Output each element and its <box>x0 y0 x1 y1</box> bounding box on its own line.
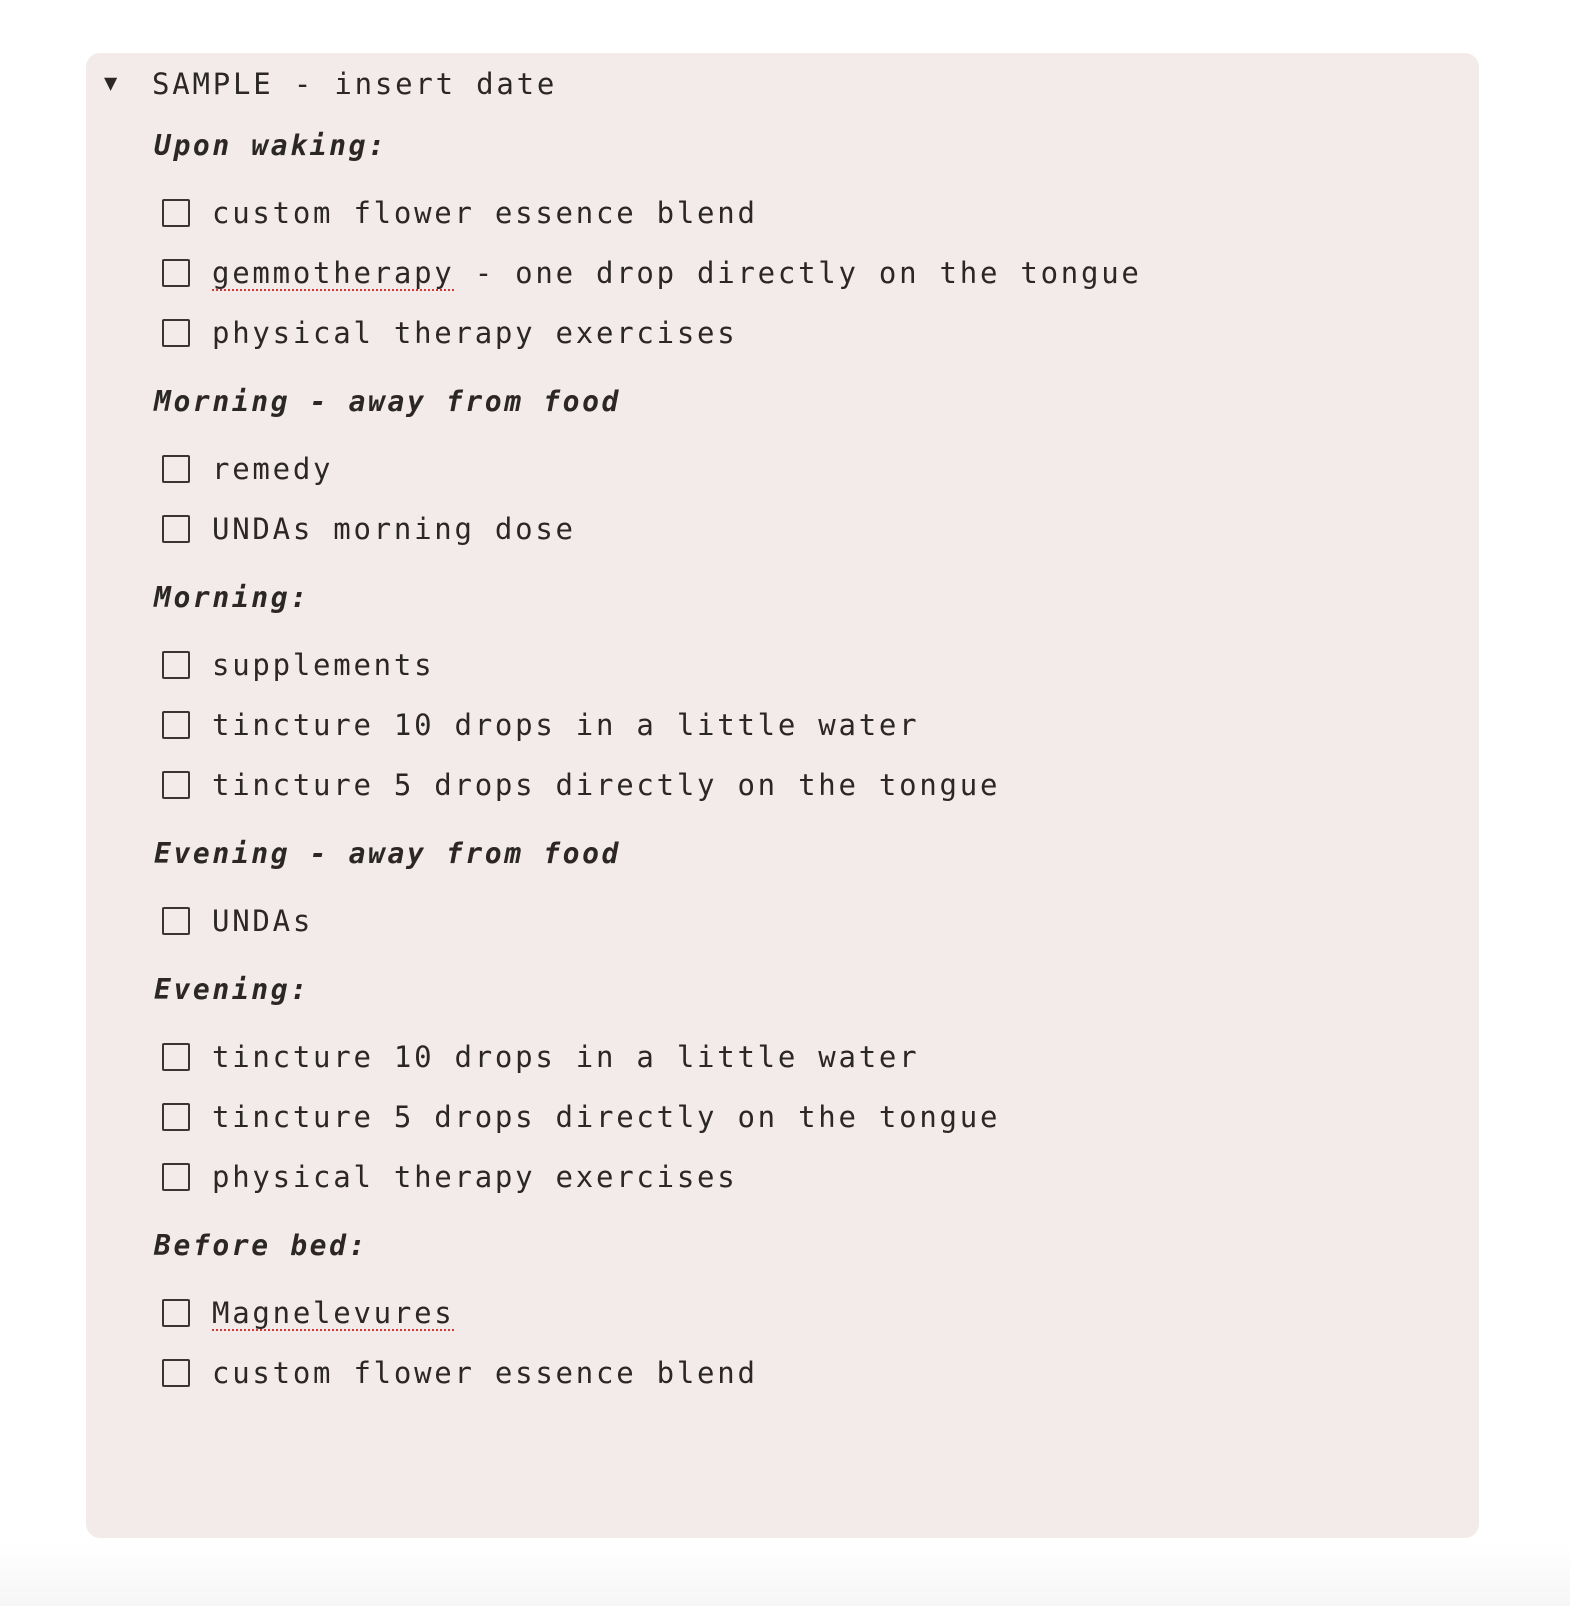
spellcheck-flagged-word: gemmotherapy <box>212 256 455 290</box>
todo-text[interactable]: custom flower essence blend <box>212 196 758 230</box>
todo-item <box>154 1343 1444 1403</box>
todo-text[interactable] <box>212 1290 455 1336</box>
todo-item <box>154 303 1444 363</box>
todo-item <box>154 439 1444 499</box>
todo-text[interactable]: remedy <box>212 452 334 486</box>
toggle-arrow-icon[interactable]: ▼ <box>104 71 118 96</box>
checkbox[interactable] <box>162 651 190 679</box>
toggle-header[interactable] <box>104 61 557 107</box>
todo-text[interactable]: UNDAs <box>212 904 314 938</box>
todo-text[interactable]: physical therapy exercises <box>212 1160 738 1194</box>
checkbox[interactable] <box>162 1103 190 1131</box>
todo-item <box>154 755 1444 815</box>
todo-item <box>154 635 1444 695</box>
toggle-block <box>86 53 1479 1538</box>
todo-item <box>154 1027 1444 1087</box>
todo-item <box>154 499 1444 559</box>
todo-text[interactable]: UNDAs morning dose <box>212 512 576 546</box>
todo-item <box>154 183 1444 243</box>
section-heading: Morning - away from food <box>154 385 621 418</box>
section-heading: Evening: <box>154 973 310 1006</box>
checkbox[interactable] <box>162 907 190 935</box>
toggle-title[interactable]: SAMPLE - insert date <box>152 67 558 101</box>
checkbox[interactable] <box>162 199 190 227</box>
section-heading: Upon waking: <box>154 129 388 162</box>
todo-text[interactable]: gemmotherapy - one drop directly on the tongue <box>212 256 1142 290</box>
checkbox[interactable] <box>162 1043 190 1071</box>
checkbox[interactable] <box>162 1163 190 1191</box>
todo-text[interactable]: tincture 10 drops in a little water <box>212 1040 920 1074</box>
checkbox[interactable] <box>162 319 190 347</box>
checkbox[interactable] <box>162 771 190 799</box>
todo-item <box>154 1283 1444 1343</box>
todo-text[interactable]: custom flower essence blend <box>212 1356 758 1390</box>
spellcheck-flagged-word: Magnelevures <box>212 1296 455 1330</box>
checkbox[interactable] <box>162 711 190 739</box>
checklist-content <box>154 123 1444 1403</box>
section-heading: Before bed: <box>154 1229 369 1262</box>
checkbox[interactable] <box>162 1359 190 1387</box>
page-bottom-shade <box>0 1542 1570 1606</box>
checkbox[interactable] <box>162 259 190 287</box>
todo-item <box>154 243 1444 303</box>
todo-item <box>154 1087 1444 1147</box>
todo-text[interactable]: physical therapy exercises <box>212 316 738 350</box>
todo-text[interactable]: supplements <box>212 648 435 682</box>
section-heading: Morning: <box>154 581 310 614</box>
todo-text[interactable]: tincture 5 drops directly on the tongue <box>212 768 1001 802</box>
todo-item <box>154 1147 1444 1207</box>
checkbox[interactable] <box>162 455 190 483</box>
todo-item <box>154 891 1444 951</box>
todo-text[interactable]: tincture 10 drops in a little water <box>212 708 920 742</box>
section-heading: Evening - away from food <box>154 837 621 870</box>
todo-item <box>154 695 1444 755</box>
checkbox[interactable] <box>162 1299 190 1327</box>
checkbox[interactable] <box>162 515 190 543</box>
todo-text[interactable]: tincture 5 drops directly on the tongue <box>212 1100 1001 1134</box>
